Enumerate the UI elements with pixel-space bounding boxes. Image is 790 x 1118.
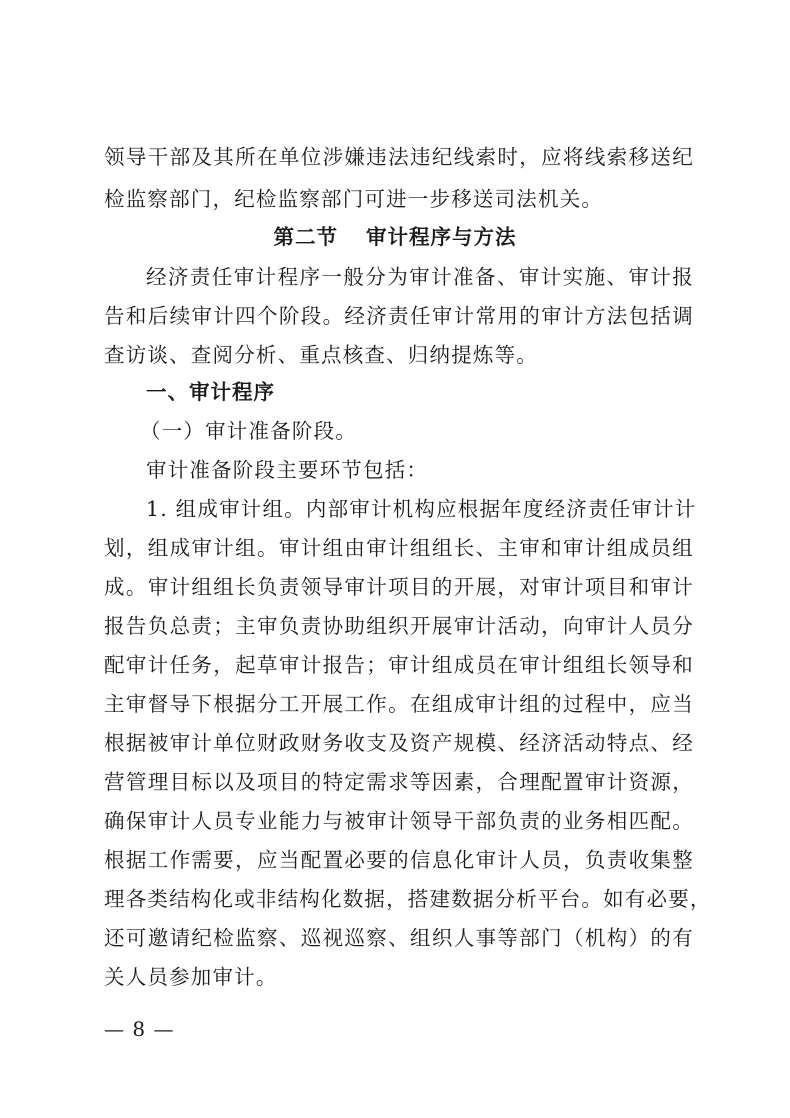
paragraph-line: 告和后续审计四个阶段。经济责任审计常用的审计方法包括调 <box>104 304 694 328</box>
heading-level2: （一）审计准备阶段。 <box>140 419 357 443</box>
heading-level1: 一、审计程序 <box>146 380 275 404</box>
paragraph-line: 检监察部门，纪检监察部门可进一步移送司法机关。 <box>104 187 604 211</box>
paragraph-line: 理各类结构化或非结构化数据，搭建数据分析平台。如有必要， <box>104 887 712 911</box>
paragraph-line: 领导干部及其所在单位涉嫌违法违纪线索时，应将线索移送纪 <box>104 145 694 169</box>
paragraph-line: 查访谈、查阅分析、重点核查、归纳提炼等。 <box>104 343 538 367</box>
paragraph-line: 营管理目标以及项目的特定需求等因素，合理配置审计资源， <box>104 770 694 794</box>
paragraph-line: 报告负总责；主审负责协助组织开展审计活动，向审计人员分 <box>104 614 694 638</box>
paragraph-line: 配审计任务，起草审计报告；审计组成员在审计组组长领导和 <box>104 653 694 677</box>
paragraph-line: 经济责任审计程序一般分为审计准备、审计实施、审计报 <box>146 265 694 289</box>
paragraph-line: 根据工作需要，应当配置必要的信息化审计人员，负责收集整 <box>104 848 694 872</box>
paragraph-line: 划，组成审计组。审计组由审计组组长、主审和审计组成员组 <box>104 536 694 560</box>
paragraph-line: 1. 组成审计组。内部审计机构应根据年度经济责任审计计 <box>146 497 697 521</box>
section-heading <box>0 222 790 252</box>
section-title: 审计程序与方法 <box>366 225 517 249</box>
page-number: — 8 — <box>104 1017 175 1041</box>
section-number: 第二节 <box>273 225 338 249</box>
paragraph-line: 还可邀请纪检监察、巡视巡察、组织人事等部门（机构）的有 <box>104 926 694 950</box>
paragraph-line: 审计准备阶段主要环节包括： <box>146 458 429 482</box>
paragraph-line: 确保审计人员专业能力与被审计领导干部负责的业务相匹配。 <box>104 809 694 833</box>
paragraph-line: 成。审计组组长负责领导审计项目的开展，对审计项目和审计 <box>104 575 694 599</box>
paragraph-line: 关人员参加审计。 <box>104 965 278 989</box>
paragraph-line: 根据被审计单位财政财务收支及资产规模、经济活动特点、经 <box>104 731 694 755</box>
paragraph-line: 主审督导下根据分工开展工作。在组成审计组的过程中，应当 <box>104 692 694 716</box>
